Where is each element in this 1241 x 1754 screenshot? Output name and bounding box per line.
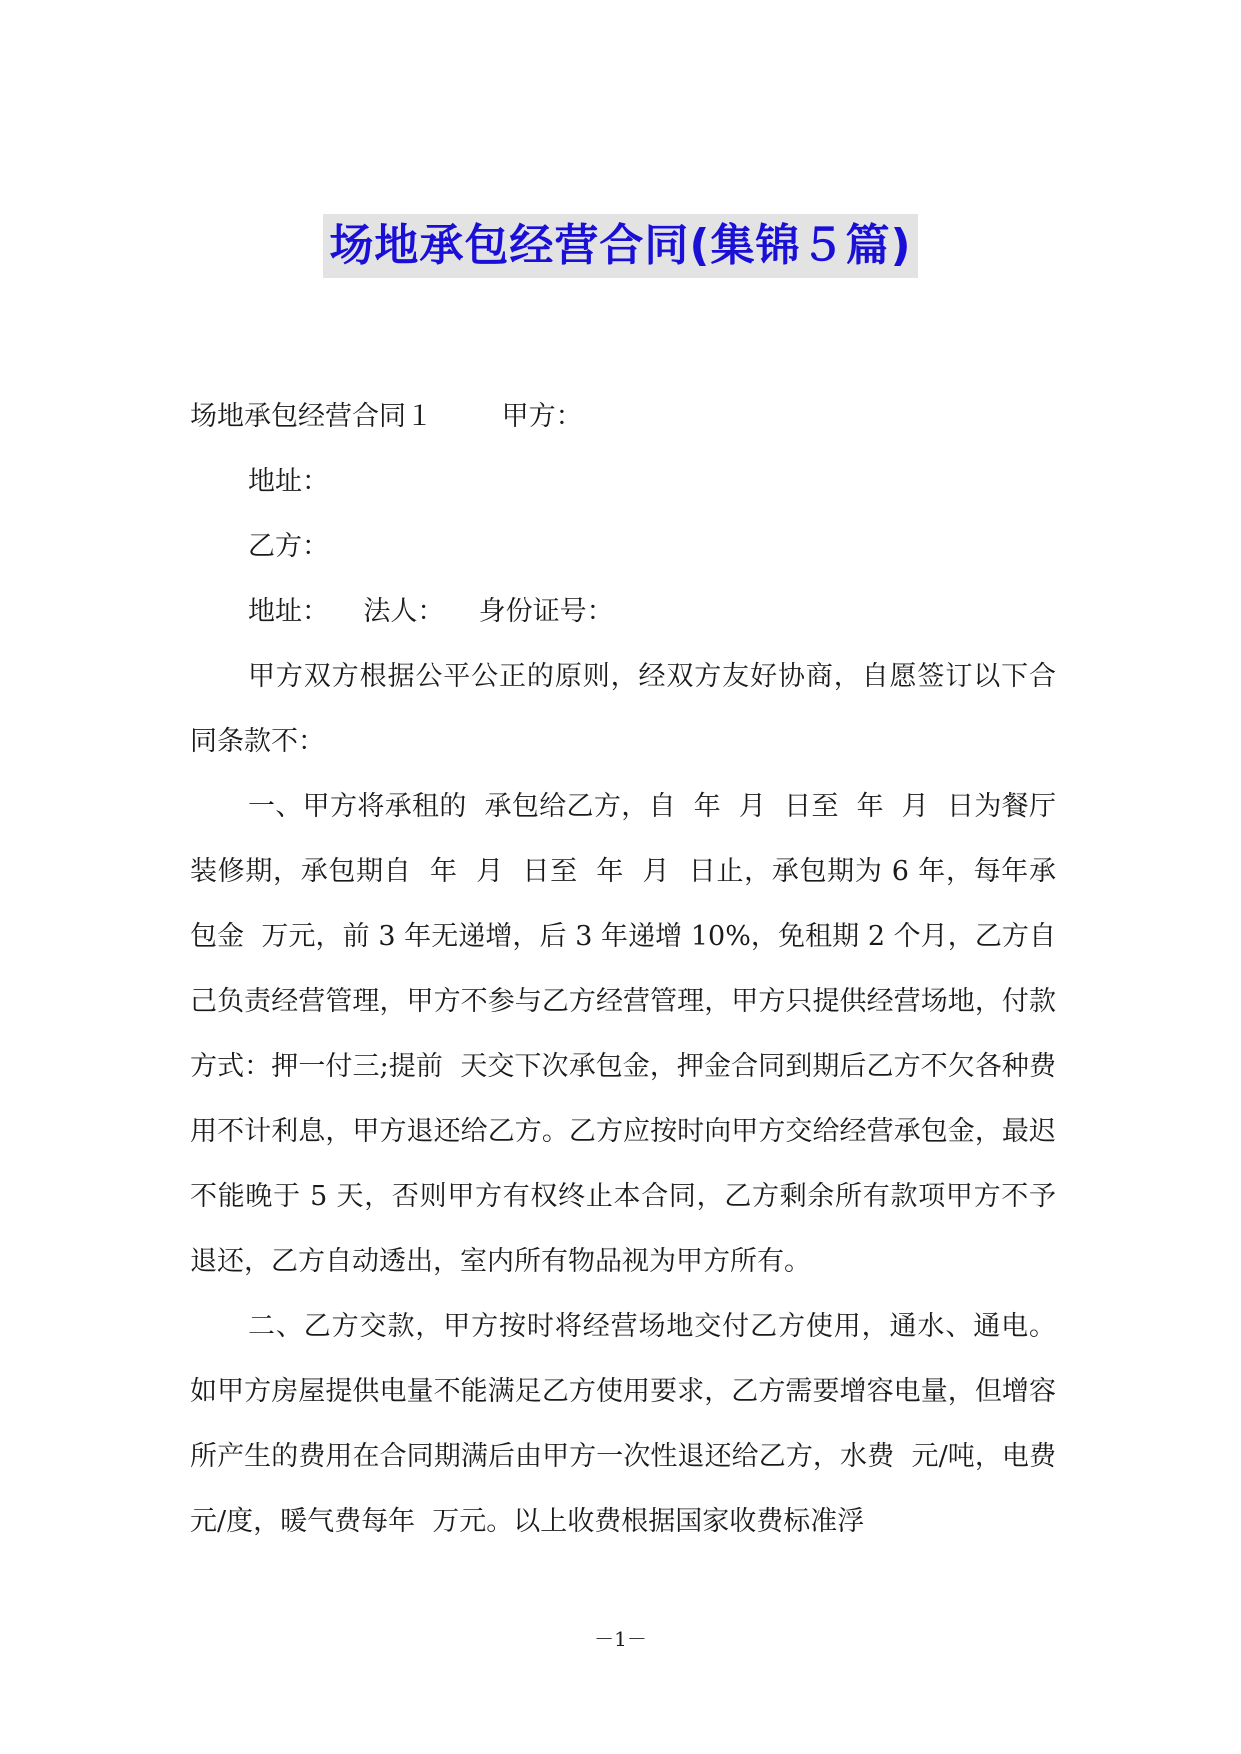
preamble-paragraph: 甲方双方根据公平公正的原则，经双方友好协商，自愿签订以下合同条款不： [190, 661, 1056, 757]
party-b-details-line: 地址： 法人： 身份证号： [248, 596, 614, 627]
document-title: 场地承包经营合同(集锦５篇) [323, 214, 917, 278]
page-number: －1－ [594, 1627, 647, 1651]
party-b-line: 乙方： [248, 531, 329, 562]
intro-line: 场地承包经营合同１ 甲方： [190, 401, 583, 432]
title-container [0, 214, 1241, 278]
clause-2-paragraph: 二、乙方交款，甲方按时将经营场地交付乙方使用，通水、通电。如甲方房屋提供电量不能满足乙方使用要求，乙方需要增容电量，但增容所产生的费用在合同期满后由甲方一次性退还给乙方，水费 元/吨，电费 元/度，暖气费每年 万元。以上收费根据国家收费标准浮 [190, 1311, 1074, 1537]
document-body [190, 384, 1074, 1554]
party-a-address-line: 地址： [248, 466, 329, 497]
clause-1-paragraph: 一、甲方将承租的 承包给乙方，自 年 月 日至 年 月 日为餐厅装修期，承包期自 年 月 日至 年 月 日止，承包期为 6 年，每年承包金 万元，前 3 年无递增，后 3 年递增 10%，免租期 2 个月，乙方自己负责经营管理，甲方不参与乙方经营管理，甲方只提供经营场地，付款方式：押一付三;提前 天交下次承包金，押金合同到期后乙方不欠各种费用不计利息，甲方退还给乙方。乙方应按时向甲方交给经营承包金，最迟不能晚于 5 天，否则甲方有权终止本合同，乙方剩余所有款项甲方不予退还，乙方自动透出，室内所有物品视为甲方所有。 [190, 791, 1056, 1277]
